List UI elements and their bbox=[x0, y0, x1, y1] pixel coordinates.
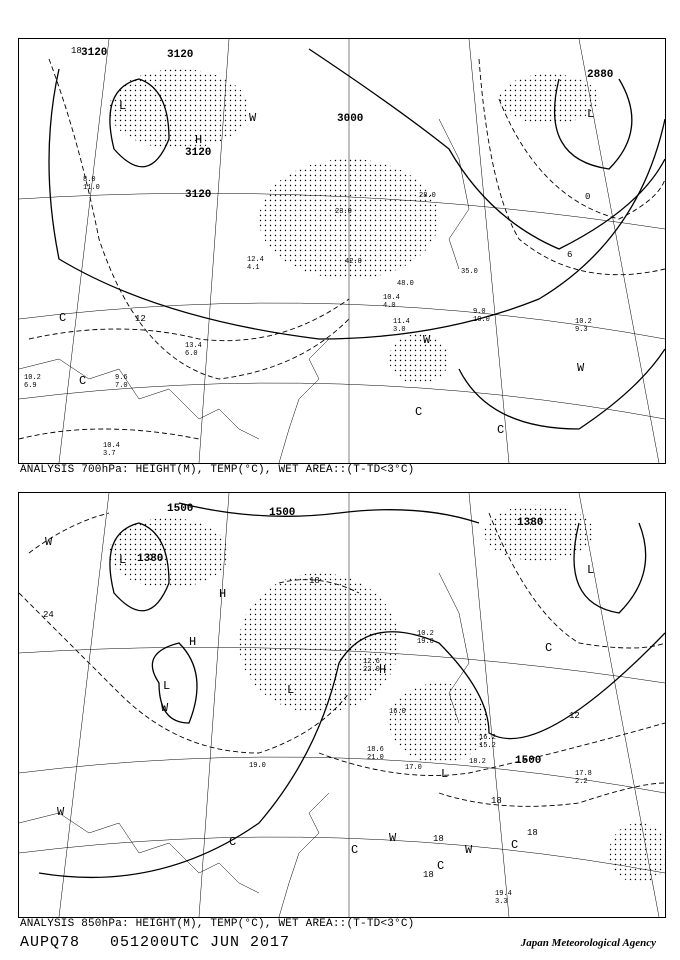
height-label: 3120 bbox=[185, 147, 212, 159]
obs-value: 19.4 bbox=[495, 890, 512, 898]
map-panel-850hpa bbox=[18, 492, 666, 918]
low-marker: L bbox=[119, 99, 127, 113]
obs-value: 9.3 bbox=[575, 326, 588, 334]
obs-value: 4.0 bbox=[383, 302, 396, 310]
obs-value: 10.4 bbox=[103, 442, 120, 450]
obs-value: 10.4 bbox=[383, 294, 400, 302]
map-700hpa-chart bbox=[19, 39, 665, 463]
low-marker: L bbox=[441, 767, 449, 781]
cold-marker: C bbox=[545, 641, 553, 655]
obs-value: 10.2 bbox=[417, 630, 434, 638]
high-marker: H bbox=[219, 587, 227, 601]
cold-marker: C bbox=[497, 423, 505, 437]
warm-marker: W bbox=[57, 805, 65, 819]
obs-value: 19.0 bbox=[417, 638, 434, 646]
temp-label: 18 bbox=[491, 796, 502, 806]
warm-marker: W bbox=[423, 333, 431, 347]
warm-marker: W bbox=[465, 843, 473, 857]
obs-value: 4.1 bbox=[247, 264, 260, 272]
temp-label: 0 bbox=[585, 192, 591, 202]
obs-value: 3.3 bbox=[495, 898, 508, 906]
temp-label: 18 bbox=[423, 870, 434, 880]
cold-marker: C bbox=[59, 311, 67, 325]
height-label: 1500 bbox=[515, 755, 542, 767]
obs-value: 22.0 bbox=[363, 666, 380, 674]
warm-marker: W bbox=[577, 361, 585, 375]
high-marker: H bbox=[189, 635, 197, 649]
obs-value: 11.0 bbox=[83, 184, 100, 192]
obs-value: 15.2 bbox=[479, 742, 496, 750]
obs-value: 17.8 bbox=[575, 770, 592, 778]
obs-value: 16.2 bbox=[479, 734, 496, 742]
cold-marker: C bbox=[511, 838, 519, 852]
obs-value: 21.0 bbox=[367, 754, 384, 762]
obs-value: 12.4 bbox=[247, 256, 264, 264]
obs-value: 17.0 bbox=[405, 764, 422, 772]
high-marker: H bbox=[195, 133, 203, 147]
obs-value: 6.9 bbox=[24, 382, 37, 390]
height-label: 2880 bbox=[587, 69, 614, 81]
wet-areas bbox=[109, 505, 665, 883]
obs-value: 7.0 bbox=[115, 382, 128, 390]
temp-label: 18 bbox=[309, 576, 320, 586]
caption-700hpa: ANALYSIS 700hPa: HEIGHT(M), TEMP(°C), WET AREA::(T-TD<3°C) bbox=[20, 464, 415, 476]
temp-label: 18 bbox=[527, 828, 538, 838]
warm-marker: W bbox=[45, 535, 53, 549]
obs-value: 16.0 bbox=[389, 708, 406, 716]
cold-marker: C bbox=[415, 405, 423, 419]
cold-marker: C bbox=[79, 374, 87, 388]
height-label: 1380 bbox=[517, 517, 544, 529]
high-marker: H bbox=[379, 663, 387, 677]
temp-label: 18 bbox=[433, 834, 444, 844]
footer-code bbox=[20, 934, 290, 951]
obs-value: 3.7 bbox=[103, 450, 116, 458]
agency-name: Japan Meteorological Agency bbox=[520, 937, 656, 949]
temp-label: 12 bbox=[135, 314, 146, 324]
cold-marker: C bbox=[437, 859, 445, 873]
map-panel-700hpa bbox=[18, 38, 666, 464]
obs-value: 10.2 bbox=[24, 374, 41, 382]
height-label: 3120 bbox=[185, 189, 212, 201]
low-marker: L bbox=[163, 679, 171, 693]
obs-value: 13.4 bbox=[185, 342, 202, 350]
obs-value: 6.0 bbox=[185, 350, 198, 358]
low-marker: L bbox=[287, 683, 295, 697]
height-label: 1500 bbox=[269, 507, 296, 519]
product-code: AUPQ78 bbox=[20, 934, 81, 951]
height-label: 1380 bbox=[137, 553, 164, 565]
obs-value: 12.6 bbox=[363, 658, 380, 666]
obs-value: 2.2 bbox=[575, 778, 588, 786]
low-marker: L bbox=[119, 553, 127, 567]
map-850hpa-chart bbox=[19, 493, 665, 917]
obs-value: 18.6 bbox=[367, 746, 384, 754]
obs-value: 10.2 bbox=[575, 318, 592, 326]
valid-time: 051200UTC JUN 2017 bbox=[110, 934, 291, 951]
temp-label: 12 bbox=[569, 711, 580, 721]
temp-label: 18 bbox=[71, 46, 82, 56]
cold-marker: C bbox=[229, 835, 237, 849]
low-marker: L bbox=[587, 107, 595, 121]
height-label: 3120 bbox=[167, 49, 194, 61]
obs-value: 9.6 bbox=[115, 374, 128, 382]
height-label: 1500 bbox=[167, 503, 194, 515]
obs-value: 3.0 bbox=[393, 326, 406, 334]
cold-marker: C bbox=[351, 843, 359, 857]
obs-value: 11.4 bbox=[393, 318, 410, 326]
temp-label: 6 bbox=[567, 250, 573, 260]
height-label: 3000 bbox=[337, 113, 364, 125]
warm-marker: W bbox=[161, 701, 169, 715]
obs-value: 42.0 bbox=[345, 258, 362, 266]
obs-value: 35.0 bbox=[461, 268, 478, 276]
low-marker: L bbox=[587, 563, 595, 577]
obs-value: 48.0 bbox=[397, 280, 414, 288]
obs-value: 23.0 bbox=[335, 208, 352, 216]
obs-value: 28.0 bbox=[419, 192, 436, 200]
obs-value: 9.0 bbox=[473, 308, 486, 316]
obs-value: 10.0 bbox=[473, 316, 490, 324]
temp-label: 24 bbox=[43, 610, 54, 620]
obs-value: 18.2 bbox=[469, 758, 486, 766]
caption-850hpa: ANALYSIS 850hPa: HEIGHT(M), TEMP(°C), WET AREA::(T-TD<3°C) bbox=[20, 918, 415, 930]
obs-value: 19.0 bbox=[249, 762, 266, 770]
warm-marker: W bbox=[249, 111, 257, 125]
obs-value: 8.0 bbox=[83, 176, 96, 184]
height-label: 3120 bbox=[81, 47, 108, 59]
warm-marker: W bbox=[389, 831, 397, 845]
